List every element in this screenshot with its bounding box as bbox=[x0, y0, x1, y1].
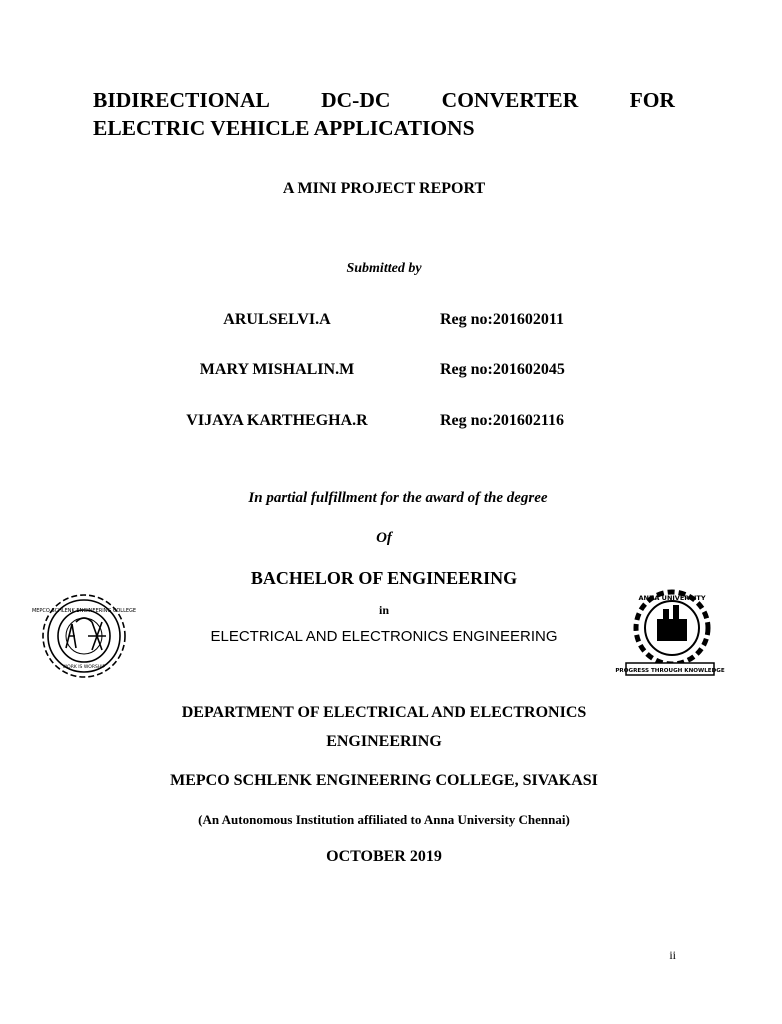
in-text: in bbox=[378, 603, 389, 617]
submitted-by: Submitted by bbox=[346, 261, 422, 276]
college-name: MEPCO SCHLENK ENGINEERING COLLEGE, SIVAKASI bbox=[170, 772, 598, 789]
student-reg: Reg no:201602011 bbox=[440, 311, 564, 328]
student-reg: Reg no:201602116 bbox=[440, 412, 564, 429]
title-word: FOR bbox=[629, 88, 675, 112]
fulfillment-text: In partial fulfillment for the award of the degree bbox=[248, 490, 548, 506]
anna-university-emblem-icon bbox=[615, 588, 725, 678]
department-line-1: DEPARTMENT OF ELECTRICAL AND ELECTRONICS bbox=[181, 704, 587, 721]
emblem-ring-text: MEPCO SCHLENK ENGINEERING COLLEGE bbox=[31, 608, 137, 614]
student-name: MARY MISHALIN.M bbox=[199, 361, 355, 378]
student-name: ARULSELVI.A bbox=[223, 311, 331, 328]
title-word: CONVERTER bbox=[441, 88, 579, 112]
title-word: BIDIRECTIONAL bbox=[93, 88, 270, 112]
department-line-2: ENGINEERING bbox=[326, 733, 442, 750]
report-type: A MINI PROJECT REPORT bbox=[282, 180, 486, 197]
report-date: OCTOBER 2019 bbox=[326, 848, 442, 865]
degree: BACHELOR OF ENGINEERING bbox=[250, 568, 518, 588]
student-name: VIJAYA KARTHEGHA.R bbox=[186, 412, 368, 429]
report-title bbox=[93, 86, 675, 142]
student-reg: Reg no:201602045 bbox=[440, 361, 565, 378]
emblem-motto: PROGRESS THROUGH KNOWLEDGE bbox=[615, 668, 725, 674]
title-line-2: ELECTRIC VEHICLE APPLICATIONS bbox=[93, 116, 475, 140]
emblem-ring-text: ANNA UNIVERSITY bbox=[638, 594, 706, 602]
emblem-motto: WORK IS WORSHIP bbox=[62, 665, 106, 670]
page-number: ii bbox=[669, 948, 676, 962]
of-text: Of bbox=[376, 530, 392, 546]
branch: ELECTRICAL AND ELECTRONICS ENGINEERING bbox=[210, 628, 558, 645]
mepco-college-emblem-icon bbox=[31, 592, 137, 680]
title-word: DC-DC bbox=[321, 88, 391, 112]
title-line-1 bbox=[93, 86, 675, 114]
affiliation: (An Autonomous Institution affiliated to Anna University Chennai) bbox=[198, 812, 570, 827]
